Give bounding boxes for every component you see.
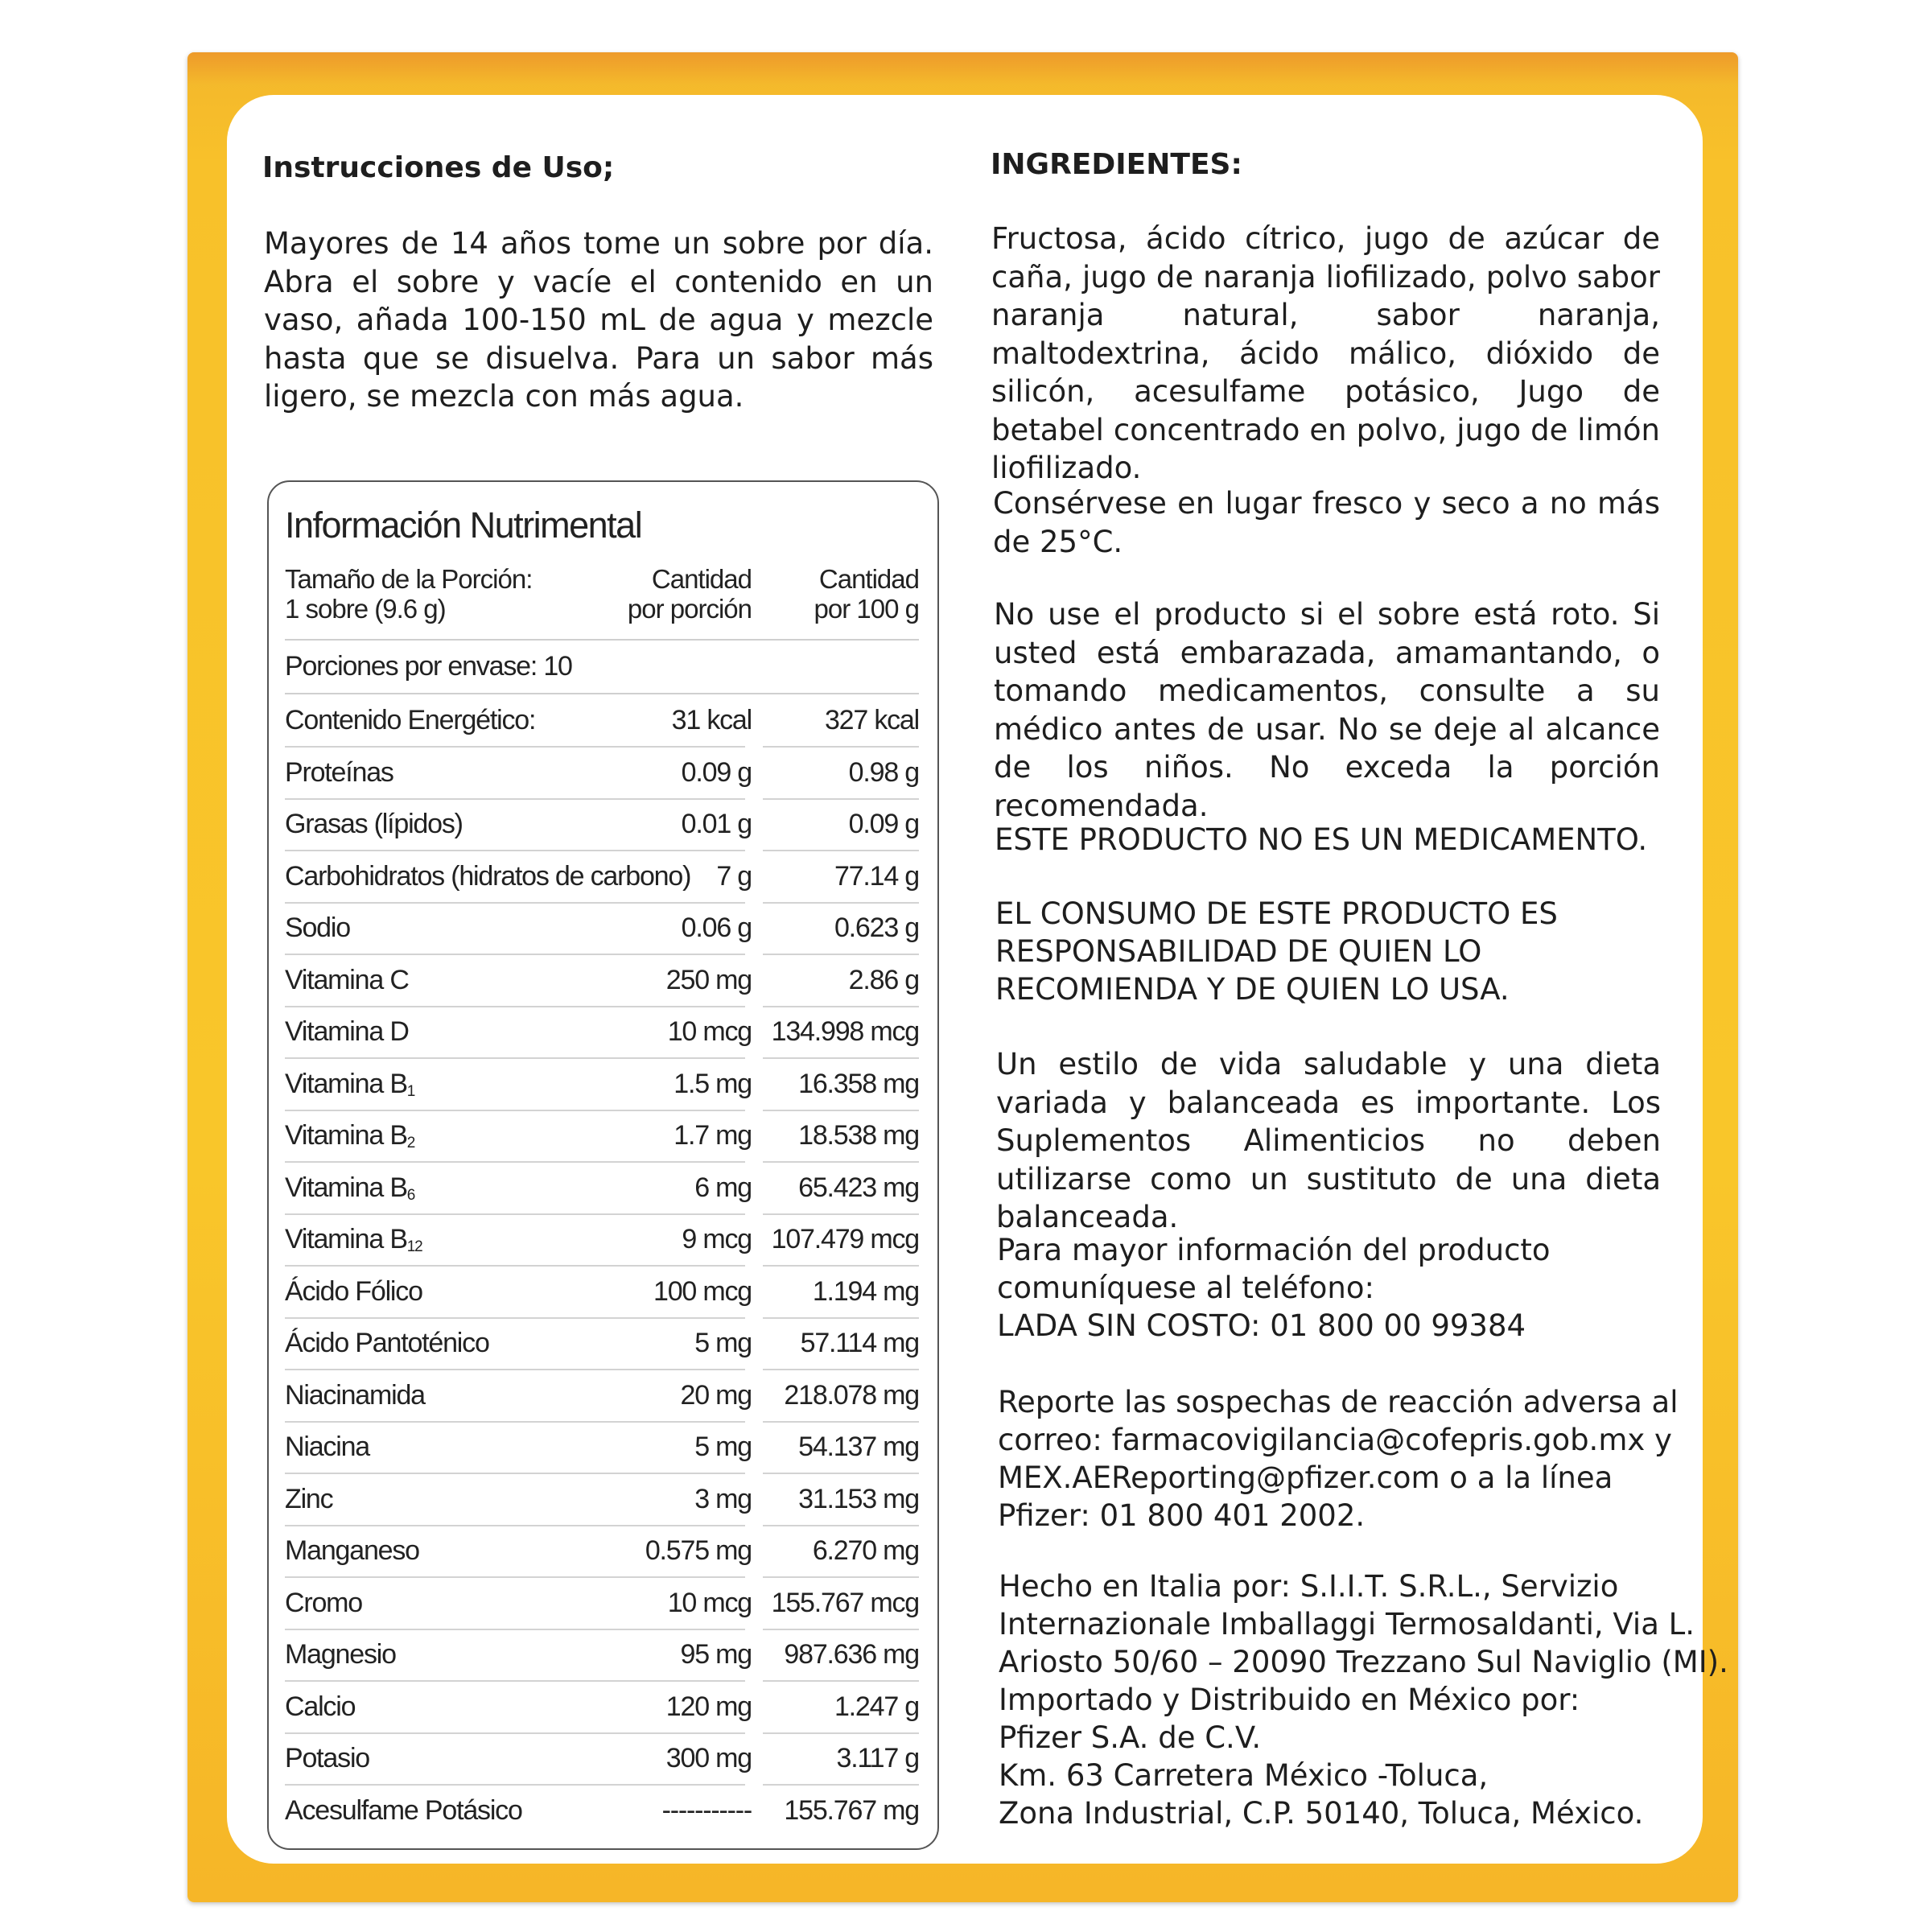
- nutrient-name: Cromo: [285, 1587, 363, 1618]
- nutrient-row: [285, 1629, 919, 1680]
- nutrient-name: Proteínas: [285, 756, 393, 788]
- nutrient-name: Potasio: [285, 1743, 370, 1773]
- shrink-wrap-shine: [187, 52, 1738, 84]
- nutrient-name: Vitamina $B_2$: [285, 1120, 415, 1151]
- nutrient-name: Grasas (lípidos): [285, 809, 463, 839]
- nutrient-name: Niacinamida: [285, 1379, 425, 1411]
- nutrient-name: Calcio: [285, 1691, 356, 1722]
- nutrient-per-100g: 987.636 mg: [784, 1639, 919, 1670]
- nutrient-row: [285, 1318, 919, 1369]
- nutrient-per-100g: 3.117 g: [836, 1743, 919, 1773]
- responsibility-notice: EL CONSUMO DE ESTE PRODUCTO ES RESPONSABILIDAD DE QUIEN LO RECOMIENDA Y DE QUIEN LO USA.: [995, 896, 1558, 1007]
- nutrient-per-100g: 0.09 g: [848, 809, 919, 839]
- serving-size: Tamaño de la Porción: 1 sobre (9.6 g): [285, 564, 533, 624]
- nutrient-subscript: 2: [406, 1135, 415, 1151]
- nutrient-per-serving: 0.575 mg: [645, 1535, 752, 1566]
- nutrient-subscript: 1: [406, 1082, 415, 1100]
- warning-text: No use el producto si el sobre está roto. Si usted está embarazada, amamantando, o tomando medicamentos, consulte a su médico antes de usar. No se deje al alcance de los niños. No exceda la porción recomendada.: [994, 597, 1660, 823]
- nutrient-row: [285, 955, 919, 1006]
- nutrient-row: [285, 1214, 919, 1265]
- contact-info: Para mayor información del producto comuníquese al teléfono: LADA SIN COSTO: 01 800 00 99384: [997, 1233, 1551, 1343]
- nutrient-per-100g: 6.270 mg: [812, 1535, 919, 1566]
- nutrient-per-100g: 0.623 g: [834, 912, 919, 943]
- nutrient-per-100g: 155.767 mg: [784, 1794, 919, 1826]
- nutrient-per-100g: 18.538 mg: [798, 1120, 919, 1151]
- nutrient-per-serving: 0.09 g: [681, 756, 752, 788]
- nutrient-per-serving: 0.06 g: [681, 912, 752, 943]
- not-medicine-notice: ESTE PRODUCTO NO ES UN MEDICAMENTO.: [995, 822, 1648, 857]
- nutrient-per-100g: 107.479 mcg: [771, 1224, 919, 1254]
- nutrient-row: [285, 748, 919, 798]
- nutrient-per-serving: 250 mg: [665, 964, 752, 995]
- nutrition-header: [285, 564, 919, 637]
- nutrient-name: Niacina: [285, 1431, 369, 1462]
- instructions-heading: Instrucciones de Uso;: [262, 151, 615, 184]
- nutrition-title: Información Nutrimental: [285, 505, 642, 546]
- servings-per-container: Porciones por envase: 10: [285, 651, 572, 682]
- nutrient-row: [285, 1733, 919, 1784]
- nutrient-name: Ácido Pantoténico: [285, 1328, 489, 1358]
- nutrient-per-serving: 120 mg: [665, 1691, 752, 1722]
- servings-rule: [285, 693, 919, 694]
- nutrient-name: Contenido Energético:: [285, 705, 536, 735]
- nutrient-per-serving: -----------: [661, 1794, 752, 1826]
- nutrient-per-serving: 5 mg: [694, 1328, 752, 1358]
- nutrient-name: Vitamina C: [285, 964, 409, 995]
- ingredients-heading: INGREDIENTES:: [991, 148, 1242, 181]
- nutrient-per-100g: 155.767 mcg: [771, 1587, 919, 1618]
- nutrient-row: [285, 1007, 919, 1057]
- nutrient-name: Zinc: [285, 1483, 333, 1514]
- nutrient-per-serving: 300 mg: [665, 1743, 752, 1773]
- nutrient-row: [285, 1422, 919, 1473]
- nutrient-per-serving: 7 g: [716, 860, 752, 892]
- nutrient-per-serving: 0.01 g: [681, 809, 752, 839]
- nutrient-per-serving: 1.7 mg: [674, 1120, 752, 1151]
- nutrient-per-serving: 31 kcal: [671, 705, 752, 735]
- nutrient-row: [285, 903, 919, 954]
- nutrient-row: [285, 1370, 919, 1421]
- manufacturer-info: Hecho en Italia por: S.I.I.T. S.R.L., Servizio Internazionale Imballaggi Termosaldanti, Via L. Ariosto 50/60 – 20090 Trezzano Sul Naviglio (MI). Importado y Distribuido en México por: Pfizer S.A. de C.V. Km. 63 Carretera México -Toluca, Zona Industrial, C.P. 50140, Toluca, México.: [999, 1569, 1728, 1831]
- nutrient-name: Vitamina $B_6$: [285, 1172, 415, 1204]
- nutrient-per-100g: 327 kcal: [824, 705, 919, 735]
- nutrient-name: Ácido Fólico: [285, 1275, 422, 1307]
- nutrient-per-100g: 1.247 g: [834, 1691, 919, 1722]
- nutrient-row: [285, 1059, 919, 1110]
- nutrient-row: [285, 1682, 919, 1732]
- nutrient-per-100g: 218.078 mg: [784, 1379, 919, 1411]
- nutrient-name: Vitamina $B_1$: [285, 1068, 415, 1100]
- nutrient-per-serving: 100 mcg: [653, 1275, 752, 1307]
- header-rule: [285, 639, 919, 641]
- nutrient-row: [285, 695, 919, 746]
- nutrient-per-serving: 1.5 mg: [674, 1068, 752, 1099]
- nutrient-name: Vitamina $B_{12}$: [285, 1224, 422, 1255]
- lifestyle-text: Un estilo de vida saludable y una dieta variada y balanceada es importante. Los Suplementos Alimenticios no deben utilizarse como un sustituto de una dieta balanceada.: [996, 1047, 1661, 1234]
- nutrient-row: [285, 1578, 919, 1629]
- per-100g-header: Cantidad por 100 g: [814, 564, 919, 624]
- nutrient-per-serving: 5 mg: [694, 1431, 752, 1462]
- storage-text: Consérvese en lugar fresco y seco a no más de 25°C.: [993, 486, 1660, 559]
- nutrient-row: [285, 1786, 919, 1836]
- nutrient-per-serving: 20 mg: [680, 1379, 752, 1411]
- nutrient-row: [285, 1163, 919, 1213]
- nutrient-per-100g: 77.14 g: [834, 860, 919, 892]
- nutrient-subscript: 6: [406, 1186, 415, 1204]
- nutrient-per-100g: 0.98 g: [848, 756, 919, 788]
- nutrient-name: Manganeso: [285, 1535, 419, 1566]
- nutrient-per-100g: 2.86 g: [848, 964, 919, 995]
- nutrient-per-serving: 95 mg: [680, 1639, 752, 1670]
- nutrient-per-100g: 57.114 mg: [800, 1328, 919, 1358]
- nutrient-row: [285, 1110, 919, 1161]
- per-serving-header: Cantidad por porción: [627, 564, 752, 624]
- nutrient-name: Sodio: [285, 912, 350, 943]
- nutrient-subscript: 12: [406, 1238, 422, 1255]
- nutrient-name: Carbohidratos (hidratos de carbono): [285, 860, 691, 892]
- nutrient-name: Magnesio: [285, 1639, 396, 1670]
- nutrient-per-100g: 54.137 mg: [798, 1431, 919, 1462]
- nutrition-facts-table: [267, 480, 939, 1850]
- nutrient-row: [285, 1267, 919, 1317]
- nutrient-per-serving: 3 mg: [694, 1483, 752, 1514]
- nutrient-row: [285, 799, 919, 850]
- nutrient-per-100g: 65.423 mg: [798, 1172, 919, 1203]
- nutrient-per-100g: 31.153 mg: [798, 1483, 919, 1514]
- nutrient-row: [285, 851, 919, 902]
- nutrient-per-serving: 6 mg: [694, 1172, 752, 1203]
- nutrient-per-100g: 134.998 mcg: [771, 1016, 919, 1047]
- nutrient-per-100g: 16.358 mg: [798, 1068, 919, 1099]
- nutrient-row: [285, 1526, 919, 1576]
- ingredients-text: Fructosa, ácido cítrico, jugo de azúcar de caña, jugo de naranja liofilizado, polvo sabor naranja natural, sabor naranja, maltodextrina, ácido málico, dióxido de silicón, acesulfame potásico, Jugo de betabel concentrado en polvo, jugo de limón liofilizado.: [991, 221, 1660, 485]
- nutrient-per-serving: 10 mcg: [667, 1587, 752, 1618]
- adverse-report-info: Reporte las sospechas de reacción adversa al correo: farmacovigilancia@cofepris.gob.mx y MEX.AEReporting@pfizer.com o a la línea Pfizer: 01 800 401 2002.: [998, 1385, 1679, 1533]
- instructions-text: Mayores de 14 años tome un sobre por día. Abra el sobre y vacíe el contenido en un vaso, añada 100-150 mL de agua y mezcle hasta que se disuelva. Para un sabor más ligero, se mezcla con más agua.: [264, 226, 933, 414]
- nutrient-name: Vitamina D: [285, 1016, 409, 1047]
- nutrient-name: Acesulfame Potásico: [285, 1794, 522, 1826]
- nutrient-per-serving: 10 mcg: [667, 1016, 752, 1047]
- nutrient-per-serving: 9 mcg: [682, 1224, 752, 1254]
- nutrient-row: [285, 1474, 919, 1525]
- nutrient-per-100g: 1.194 mg: [812, 1275, 919, 1307]
